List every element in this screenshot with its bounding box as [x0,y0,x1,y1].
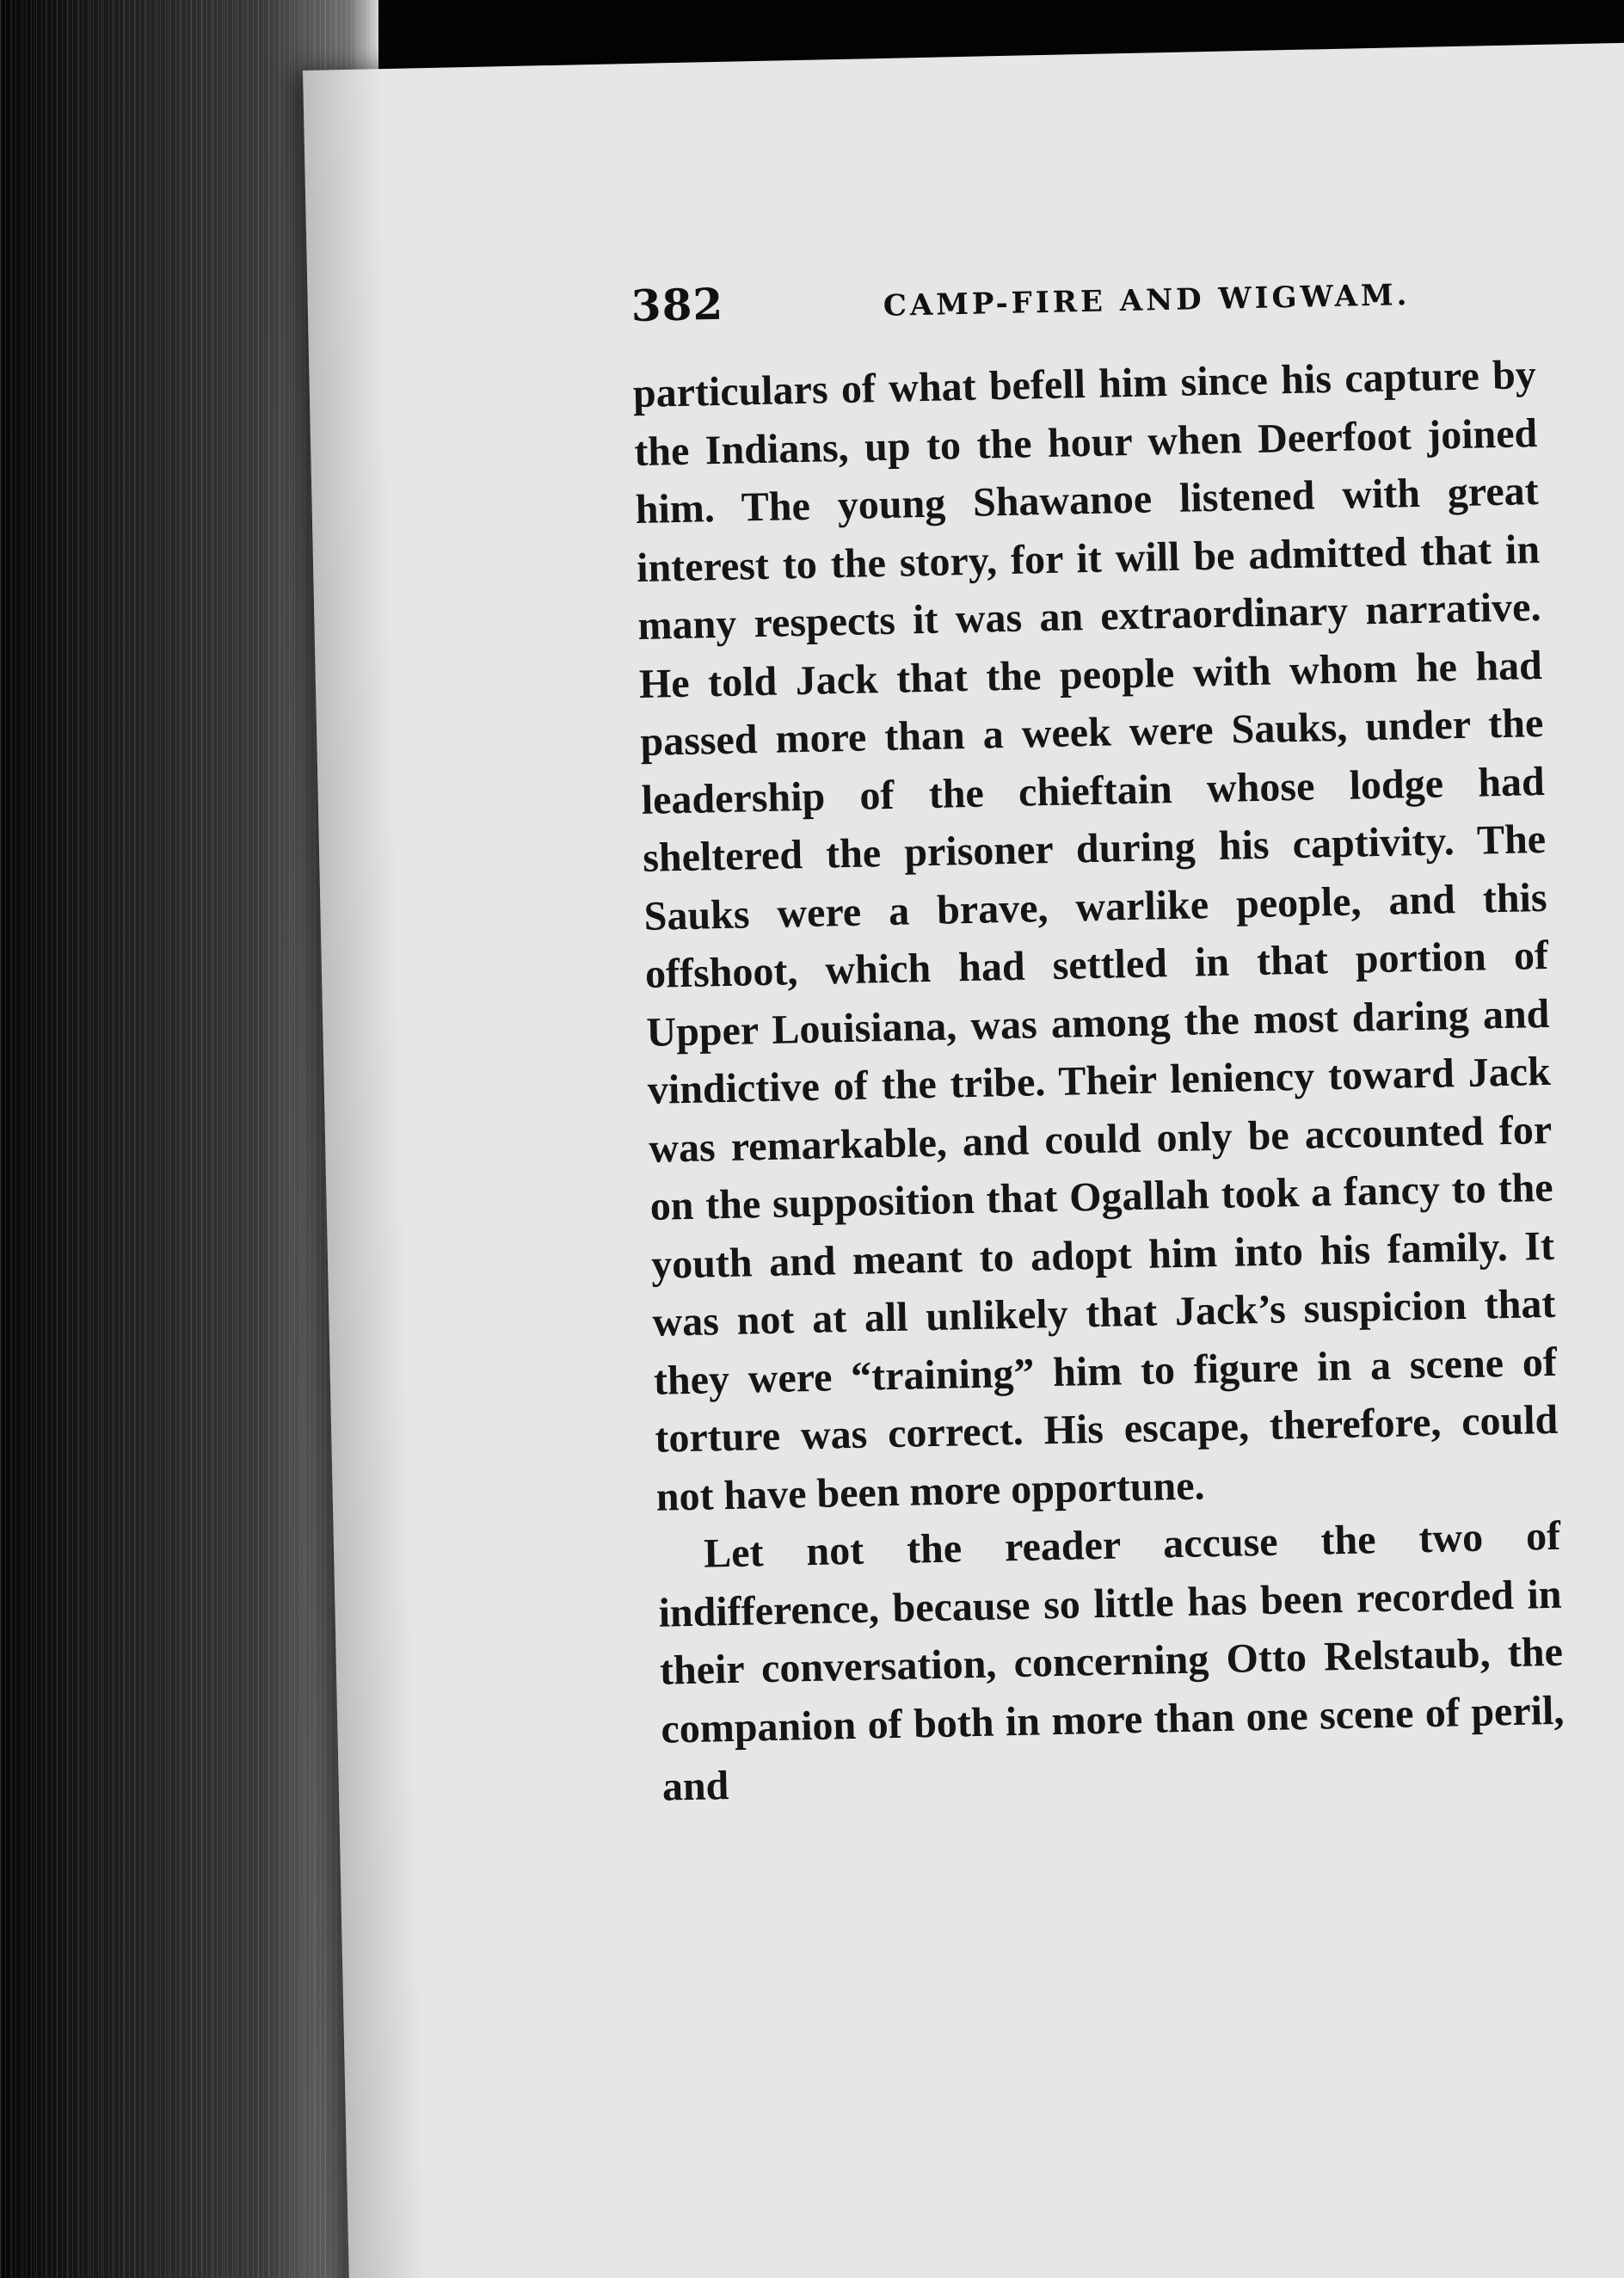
page-header [631,262,1492,331]
page-number: 382 [631,278,724,332]
book-page [303,41,1624,2278]
body-text [632,346,1566,1816]
running-head: CAMP-FIRE AND WIGWAM. [883,278,1411,323]
paragraph: Let not the reader accuse the two of indifference, because so little has been recorded in their conversation, concerning Otto Relstaub, the companion of both in more than one scene of peril, and [658,1512,1565,1810]
paragraph: particulars of what befell him since his capture by the Indians, up to the hour when Deerfoot joined him. The young Shawanoe listened with great interest to the story, for it will be admitted that in many respects it was an extraordinary narrative. He told Jack that the people with whom he had passed more than a week were Sauks, under the leadership of the chieftain whose lodge had sheltered the prisoner during his captivity. The Sauks were a brave, warlike people, and this offshoot, which had settled in that portion of Upper Louisiana, was among the most daring and vindictive of the tribe. Their leniency toward Jack was remarkable, and could only be accounted for on the supposition that Ogallah took a fancy to the youth and meant to adopt him into his family. It was not at all unlikely that Jack’s suspicion that they were “training” him to figure in a scene of torture was correct. His escape, therefore, could not have been more opportune. [632,352,1559,1520]
